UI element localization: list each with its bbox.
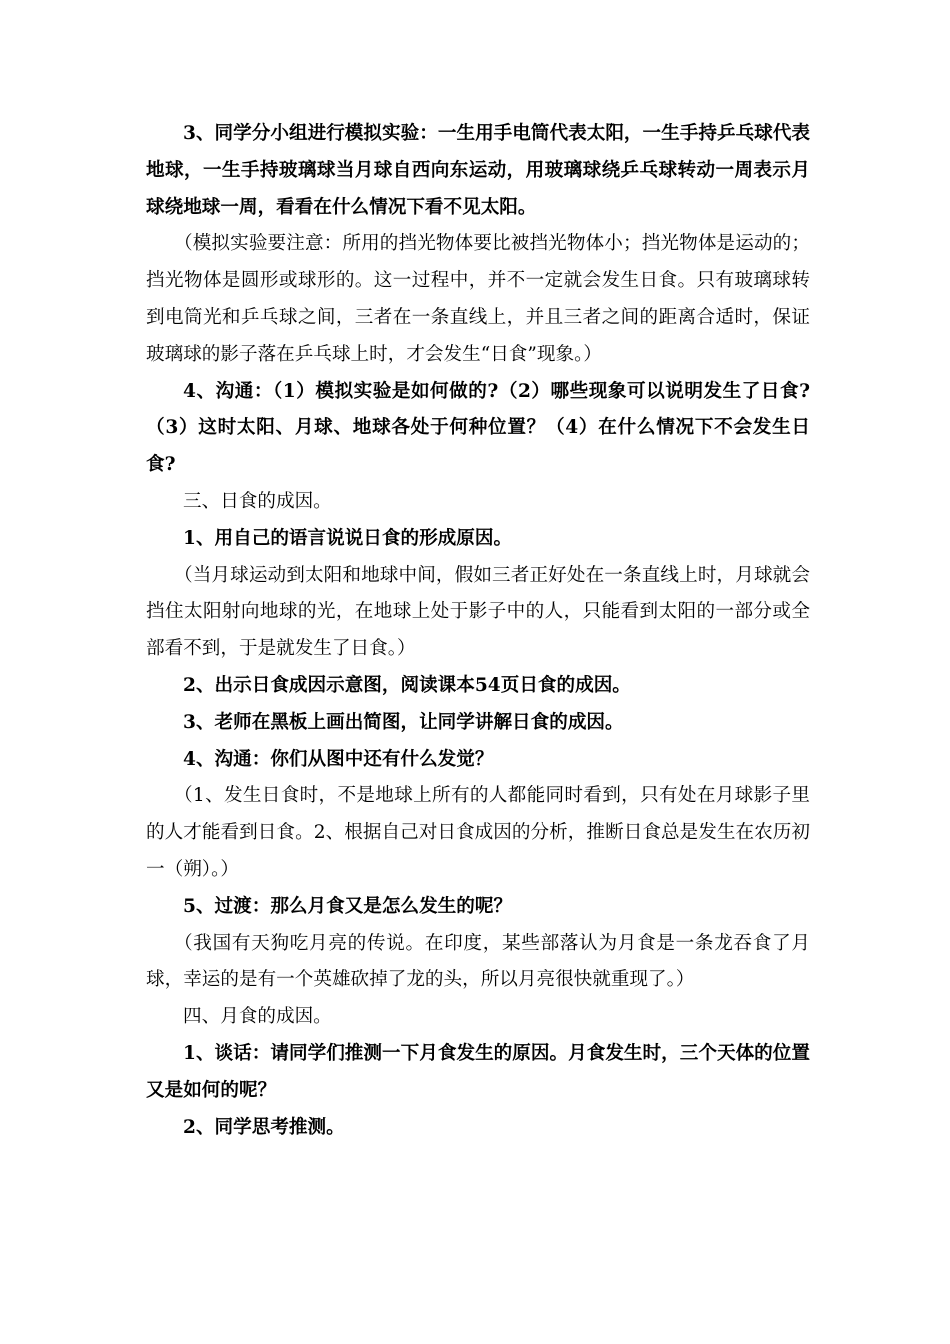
paragraph-s3-step-2: 2、出示日食成因示意图，阅读课本54页日食的成因。 <box>183 674 631 696</box>
paragraph-s3-step-4: 4、沟通：你们从图中还有什么发觉？ <box>183 748 494 770</box>
document-body <box>146 116 810 1146</box>
paragraph-s3-step-5: 5、过渡：那么月食又是怎么发生的呢？ <box>183 895 513 917</box>
paragraph-s4-step-2: 2、同学思考推测。 <box>183 1116 345 1138</box>
section-heading-4: 四、月食的成因。 <box>183 1006 332 1028</box>
paragraph-s4-step-1: 1、谈话：请同学们推测一下月食发生的原因。月食发生时，三个天体的位置又是如何的呢？ <box>146 1042 810 1101</box>
paragraph-note-simulation: （模拟实验要注意：所用的挡光物体要比被挡光物体小；挡光物体是运动的；挡光物体是圆形或球形的。这一过程中，并不一定就会发生日食。只有玻璃球转到电筒光和乒乓球之间，三者在一条直线上，并且三者之间的距离合适时，保证玻璃球的影子落在乒乓球上时，才会发生“日食”现象。） <box>146 233 810 365</box>
paragraph-note-discovery: （1、发生日食时，不是地球上所有的人都能同时看到，只有处在月球影子里的人才能看到日食。2、根据自己对日食成因的分析，推断日食总是发生在农历初一（朔）。） <box>146 785 810 880</box>
paragraph-note-legend: （我国有天狗吃月亮的传说。在印度，某些部落认为月食是一条龙吞食了月球，幸运的是有一个英雄砍掉了龙的头，所以月亮很快就重现了。） <box>146 932 810 991</box>
paragraph-step-4: 4、沟通：（1）模拟实验是如何做的?（2）哪些现象可以说明发生了日食?（3）这时太阳、月球、地球各处于何种位置？（4）在什么情况下不会发生日食? <box>146 380 810 476</box>
paragraph-s3-step-1: 1、用自己的语言说说日食的形成原因。 <box>183 527 513 549</box>
paragraph-s3-step-3: 3、老师在黑板上画出简图，让同学讲解日食的成因。 <box>183 711 624 733</box>
paragraph-step-3: 3、同学分小组进行模拟实验：一生用手电筒代表太阳，一生手持乒乓球代表地球，一生手持玻璃球当月球自西向东运动，用玻璃球绕乒乓球转动一周表示月球绕地球一周，看看在什么情况下看不见太阳。 <box>146 123 810 218</box>
section-heading-3: 三、日食的成因。 <box>183 490 332 512</box>
paragraph-note-cause: （当月球运动到太阳和地球中间，假如三者正好处在一条直线上时，月球就会挡住太阳射向地球的光，在地球上处于影子中的人，只能看到太阳的一部分或全部看不到，于是就发生了日食。） <box>146 564 810 660</box>
